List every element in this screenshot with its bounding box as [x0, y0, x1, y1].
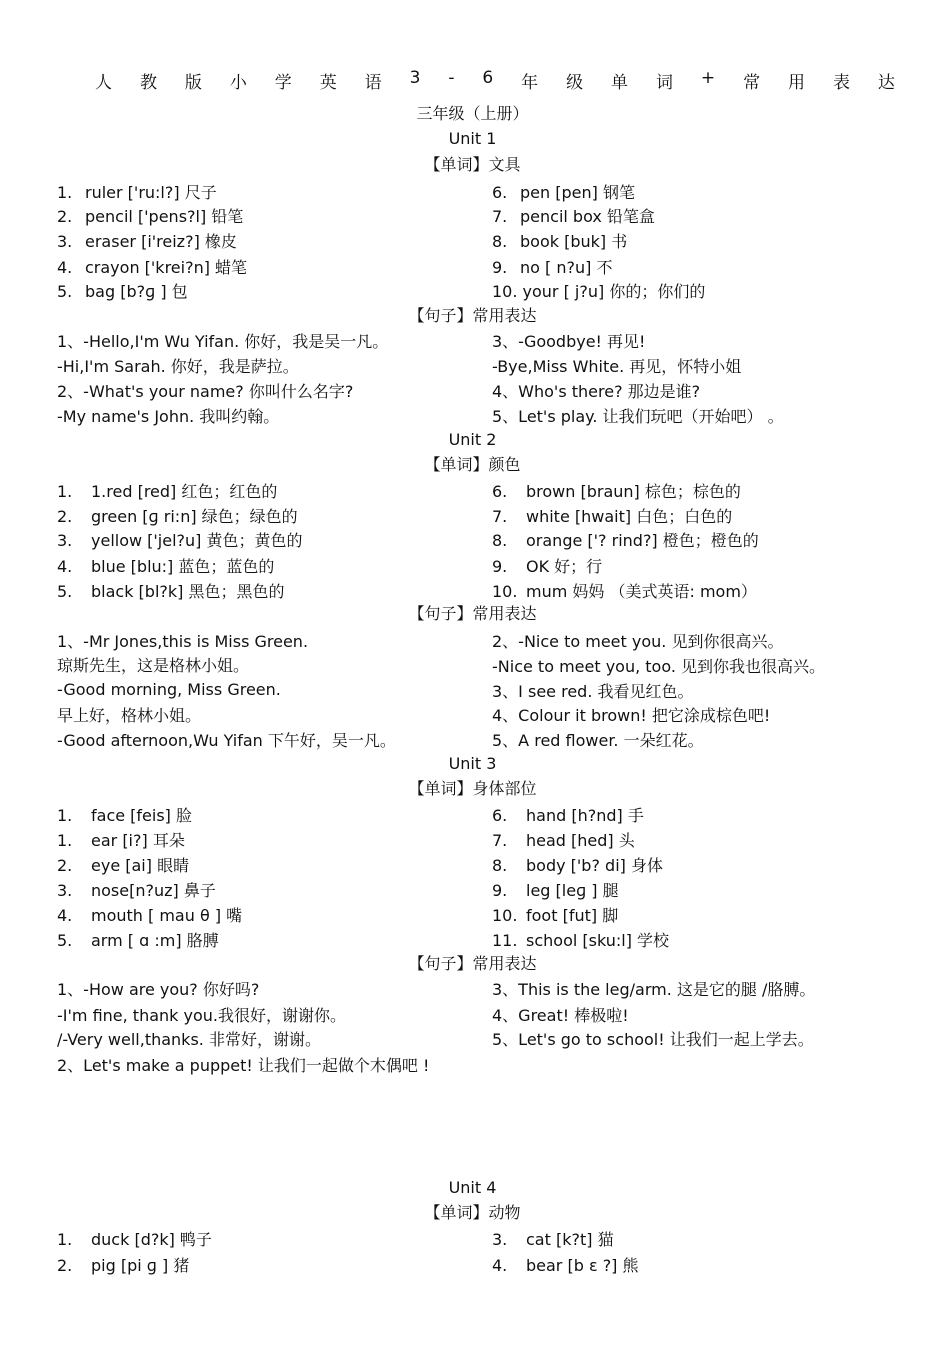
- sentence-line: 4、Great! 棒极啦!: [492, 1006, 629, 1025]
- title-char: 达: [877, 73, 895, 93]
- title-char: 表: [832, 73, 850, 93]
- sentence-line: 5、Let's go to school! 让我们一起上学去。: [492, 1030, 814, 1049]
- word-number: 3.: [57, 531, 73, 550]
- word-text: body ['b? di] 身体: [526, 856, 663, 875]
- word-text: nose[n?uz] 鼻子: [91, 881, 216, 900]
- sentence-line: -Hi,I'm Sarah. 你好，我是萨拉。: [57, 357, 299, 376]
- sentence-line: 4、Who's there? 那边是谁?: [492, 382, 701, 401]
- word-item: [57, 554, 274, 577]
- word-text: eraser [i'reiz?] 橡皮: [85, 232, 237, 251]
- sentence-line: -Nice to meet you, too. 见到你我也很高兴。: [492, 657, 826, 676]
- word-text: OK 好；行: [526, 557, 603, 576]
- word-item: [492, 1253, 639, 1276]
- word-item: [57, 229, 237, 252]
- word-text: orange ['? rind?] 橙色；橙色的: [526, 531, 759, 550]
- word-text: yellow ['jel?u] 黄色；黄色的: [91, 531, 303, 550]
- word-text: mouth [ mau θ ] 嘴: [91, 906, 243, 925]
- word-number: 7.: [492, 507, 508, 526]
- word-text: cat [k?t] 猫: [526, 1230, 614, 1249]
- word-number: 4.: [492, 1256, 508, 1275]
- word-item: [492, 928, 669, 951]
- word-number: 6.: [492, 183, 508, 202]
- title-char: 单: [611, 73, 629, 93]
- title-char: 小: [229, 73, 247, 93]
- sentence-line: -Good morning, Miss Green.: [57, 680, 281, 699]
- word-text: face [feis] 脸: [91, 806, 192, 825]
- word-number: 11.: [492, 931, 518, 950]
- sentence-line: 2、-What's your name? 你叫什么名字?: [57, 382, 354, 401]
- word-number: 10.: [492, 906, 518, 925]
- words-heading: 【单词】文具: [424, 155, 521, 174]
- word-item: [57, 1253, 189, 1276]
- word-item: [57, 1227, 212, 1250]
- word-number: 8.: [492, 531, 508, 550]
- word-number: 1.: [57, 831, 73, 850]
- document-title: [95, 68, 895, 93]
- sentence-line: -I'm fine, thank you.我很好，谢谢你。: [57, 1006, 346, 1025]
- title-char: 6: [482, 68, 494, 88]
- word-text: book [buk] 书: [520, 232, 628, 251]
- word-item: [492, 479, 741, 502]
- word-text: hand [h?nd] 手: [526, 806, 644, 825]
- title-char: 年: [521, 73, 539, 93]
- sentence-line: 3、This is the leg/arm. 这是它的腿 /胳膊。: [492, 980, 816, 999]
- word-number: 3.: [57, 232, 73, 251]
- word-text: ruler ['ru:l?] 尺子: [85, 183, 217, 202]
- word-text: bear [b ε ?] 熊: [526, 1256, 639, 1275]
- word-number: 1.: [57, 806, 73, 825]
- sentence-line: 2、Let's make a puppet! 让我们一起做个木偶吧 !: [57, 1056, 430, 1075]
- sentence-line: 琼斯先生，这是格林小姐。: [57, 656, 250, 675]
- word-item: [57, 903, 242, 926]
- word-text: blue [blu:] 蓝色；蓝色的: [91, 557, 275, 576]
- word-item: [57, 279, 188, 302]
- title-char: 语: [364, 73, 382, 93]
- word-item: [57, 504, 298, 527]
- sentence-line: 1、-How are you? 你好吗?: [57, 980, 260, 999]
- word-item: [57, 828, 185, 851]
- word-item: [492, 528, 759, 551]
- word-text: foot [fut] 脚: [526, 906, 619, 925]
- grade-heading: 三年级（上册）: [416, 104, 529, 123]
- word-number: 8.: [492, 856, 508, 875]
- word-item: [57, 803, 192, 826]
- word-number: 5.: [57, 282, 73, 301]
- title-char: 3: [409, 68, 421, 88]
- sentences-heading: 【句子】常用表达: [408, 306, 537, 325]
- word-text: leg [leɡ ] 腿: [526, 881, 619, 900]
- word-number: 5.: [57, 582, 73, 601]
- word-item: [57, 853, 189, 876]
- word-number: 3.: [57, 881, 73, 900]
- word-text: 10. your [ j?u] 你的；你们的: [492, 282, 706, 301]
- title-char: 级: [566, 73, 584, 93]
- word-number: 3.: [492, 1230, 508, 1249]
- word-text: black [bl?k] 黑色；黑色的: [91, 582, 285, 601]
- sentences-heading: 【句子】常用表达: [408, 604, 537, 623]
- title-char: 用: [788, 73, 806, 93]
- word-number: 7.: [492, 207, 508, 226]
- word-text: eye [ai] 眼睛: [91, 856, 190, 875]
- word-number: 9.: [492, 557, 508, 576]
- word-item: [492, 878, 619, 901]
- word-item: [492, 579, 757, 602]
- word-text: head [hed] 头: [526, 831, 635, 850]
- word-item: [492, 204, 655, 227]
- word-item: [492, 1227, 614, 1250]
- word-text: white [hwait] 白色；白色的: [526, 507, 733, 526]
- word-item: [57, 528, 303, 551]
- word-number: 1.: [57, 183, 73, 202]
- word-text: school [sku:l] 学校: [526, 931, 670, 950]
- word-text: crayon ['krei?n] 蜡笔: [85, 258, 248, 277]
- sentence-line: 2、-Nice to meet you. 见到你很高兴。: [492, 632, 784, 651]
- sentence-line: 3、-Goodbye! 再见!: [492, 332, 646, 351]
- word-item: [492, 180, 635, 203]
- word-item: [492, 903, 618, 926]
- word-number: 4.: [57, 258, 73, 277]
- words-heading: 【单词】身体部位: [408, 779, 537, 798]
- word-item: [492, 828, 635, 851]
- word-item: [57, 579, 285, 602]
- title-char: +: [700, 68, 716, 88]
- word-item: [492, 853, 663, 876]
- word-text: pencil ['pens?l] 铅笔: [85, 207, 244, 226]
- title-char: 常: [743, 73, 761, 93]
- sentences-heading: 【句子】常用表达: [408, 954, 537, 973]
- title-char: 人: [95, 73, 112, 93]
- sentence-line: 3、I see red. 我看见红色。: [492, 682, 694, 701]
- sentence-line: 早上好，格林小姐。: [57, 706, 202, 725]
- unit-title: Unit 3: [448, 754, 497, 773]
- sentence-line: -Good afternoon,Wu Yifan 下午好，吴一凡。: [57, 731, 396, 750]
- word-item: [492, 504, 732, 527]
- unit-title: Unit 1: [448, 129, 497, 148]
- word-item: [492, 279, 705, 302]
- sentence-line: /-Very well,thanks. 非常好，谢谢。: [57, 1030, 321, 1049]
- sentence-line: -Bye,Miss White. 再见，怀特小姐: [492, 357, 742, 376]
- word-text: 1.red [red] 红色；红色的: [91, 482, 278, 501]
- word-item: [57, 180, 217, 203]
- word-text: green [ɡ ri:n] 绿色；绿色的: [91, 507, 298, 526]
- word-text: mum 妈妈 （美式英语: mom）: [526, 582, 757, 601]
- title-char: 英: [319, 73, 337, 93]
- word-text: brown [braun] 棕色；棕色的: [526, 482, 741, 501]
- unit-title: Unit 4: [448, 1178, 497, 1197]
- word-number: 2.: [57, 507, 73, 526]
- word-number: 2.: [57, 856, 73, 875]
- word-number: 4.: [57, 906, 73, 925]
- word-item: [57, 255, 247, 278]
- unit-title: Unit 2: [448, 430, 497, 449]
- word-number: 6.: [492, 806, 508, 825]
- title-char: 学: [274, 73, 292, 93]
- word-text: pig [pi ɡ ] 猪: [91, 1256, 190, 1275]
- word-number: 4.: [57, 557, 73, 576]
- word-text: arm [ ɑ :m] 胳膊: [91, 931, 219, 950]
- title-char: 词: [655, 73, 673, 93]
- word-number: 2.: [57, 207, 73, 226]
- word-number: 8.: [492, 232, 508, 251]
- word-item: [57, 204, 243, 227]
- word-item: [492, 255, 612, 278]
- word-text: ear [i?] 耳朵: [91, 831, 185, 850]
- title-char: -: [448, 68, 455, 88]
- sentence-line: 5、Let's play. 让我们玩吧（开始吧） 。: [492, 407, 784, 426]
- word-text: duck [d?k] 鸭子: [91, 1230, 212, 1249]
- title-char: 版: [184, 73, 202, 93]
- word-item: [57, 878, 216, 901]
- word-number: 10.: [492, 582, 518, 601]
- words-heading: 【单词】颜色: [424, 455, 521, 474]
- sentence-line: 4、Colour it brown! 把它涂成棕色吧!: [492, 706, 771, 725]
- word-number: 5.: [57, 931, 73, 950]
- word-item: [492, 554, 602, 577]
- word-number: 2.: [57, 1256, 73, 1275]
- word-number: 7.: [492, 831, 508, 850]
- words-heading: 【单词】动物: [424, 1203, 521, 1222]
- word-number: 1.: [57, 482, 73, 501]
- word-item: [57, 928, 219, 951]
- sentence-line: 1、-Mr Jones,this is Miss Green.: [57, 632, 309, 651]
- word-item: [492, 229, 627, 252]
- word-text: pen [pen] 钢笔: [520, 183, 635, 202]
- word-number: 1.: [57, 1230, 73, 1249]
- word-text: no [ n?u] 不: [520, 258, 613, 277]
- sentence-line: 1、-Hello,I'm Wu Yifan. 你好，我是吴一凡。: [57, 332, 389, 351]
- word-item: [492, 803, 644, 826]
- word-number: 9.: [492, 258, 508, 277]
- word-item: [57, 479, 277, 502]
- word-text: bag [b?ɡ ] 包: [85, 282, 188, 301]
- sentence-line: -My name's John. 我叫约翰。: [57, 407, 280, 426]
- word-text: pencil box 铅笔盒: [520, 207, 655, 226]
- word-number: 9.: [492, 881, 508, 900]
- title-char: 教: [139, 73, 157, 93]
- sentence-line: 5、A red flower. 一朵红花。: [492, 731, 704, 750]
- word-number: 6.: [492, 482, 508, 501]
